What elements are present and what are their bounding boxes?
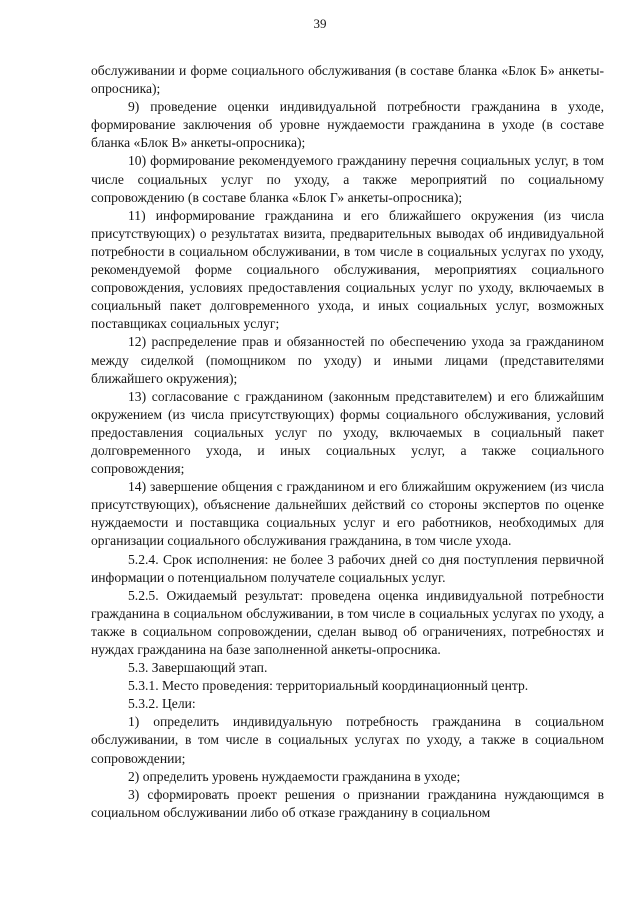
goal-item-2: 2) определить уровень нуждаемости гражданина в уходе; <box>128 768 461 784</box>
list-item-13: 13) согласование с гражданином (законным представителем) и его ближайшим окружением (из числа присутствующих) формы социального обслуживания, условий предоставления социальных услуг по уходу, включаемых в социальный пакет долговременного ухода, и иных социальных услуг, а также социального сопровождения; <box>91 388 604 477</box>
clause-5-2-4: 5.2.4. Срок исполнения: не более 3 рабочих дней со дня поступления первичной информации о потенциальном получателе социальных услуг. <box>91 551 604 585</box>
list-item-10: 10) формирование рекомендуемого гражданину перечня социальных услуг, в том числе социальных услуг по уходу, а также мероприятий по социальному сопровождению (в составе бланка «Блок Г» анкеты-опросника); <box>91 153 604 205</box>
list-item-14: 14) завершение общения с гражданином и его ближайшим окружением (из числа присутствующих), объяснение дальнейших действий со стороны экспертов по оценке нуждаемости и поставщика социальных услуг и его работников, необходимых для организации социального обслуживания гражданина, в том числе ухода. <box>91 479 604 549</box>
clause-5-3-heading: 5.3. Завершающий этап. <box>128 660 268 676</box>
goal-item-3: 3) сформировать проект решения о признании гражданина нуждающимся в социальном обслуживании либо об отказе гражданину в социальном <box>91 786 604 820</box>
list-item-9: 9) проведение оценки индивидуальной потребности гражданина в уходе, формирование заключения об уровне нуждаемости гражданина в уходе (в составе бланка «Блок В» анкеты-опросника); <box>91 99 604 151</box>
document-body <box>91 62 604 822</box>
clause-5-3-2: 5.3.2. Цели: <box>128 696 196 712</box>
list-item-11: 11) информирование гражданина и его ближайшего окружения (из числа присутствующих) о результатах визита, предварительных выводах об индивидуальной потребности в социальном обслуживании, в том числе в социальных услугах по уходу, рекомендуемой форме социального обслуживания, мероприятиях социального сопровождения, условиях предоставления социальных услуг по уходу, включаемых в социальный пакет долговременного ухода, и иных социальных услуг, возможных поставщиках социальных услуг; <box>91 207 604 332</box>
goal-item-1: 1) определить индивидуальную потребность гражданина в социальном обслуживании, в том числе в социальных услугах по уходу, а также в социальном сопровождении; <box>91 714 604 766</box>
clause-5-2-5: 5.2.5. Ожидаемый результат: проведена оценка индивидуальной потребности гражданина в социальном обслуживании, в том числе в социальных услугах по уходу, а также в социальном сопровождении, сделан вывод об ограничениях, потребностях и нуждах гражданина на базе заполненной анкеты-опросника. <box>91 587 604 657</box>
paragraph-continuation: обслуживании и форме социального обслуживания (в составе бланка «Блок Б» анкеты-опросника); <box>91 63 604 97</box>
clause-5-3-1: 5.3.1. Место проведения: территориальный координационный центр. <box>128 678 529 694</box>
page-number: 39 <box>313 16 327 31</box>
list-item-12: 12) распределение прав и обязанностей по обеспечению ухода за гражданином между сиделкой (помощником по уходу) и иными лицами (представителями ближайшего окружения); <box>91 334 604 386</box>
